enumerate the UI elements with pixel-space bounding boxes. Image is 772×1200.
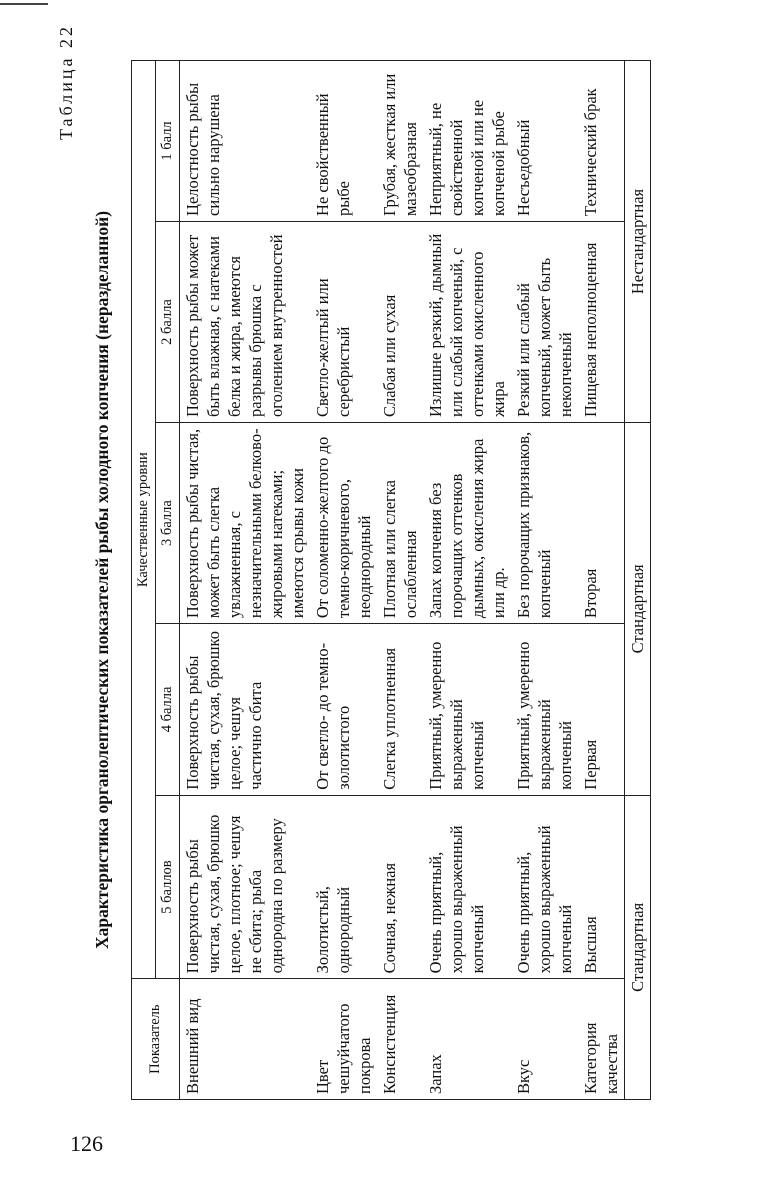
organoleptic-table bbox=[131, 60, 651, 1100]
table-cell: Резкий или слабый копченый, может быть некопченый bbox=[511, 221, 578, 422]
header-row-1 bbox=[132, 61, 156, 1100]
table-cell: Слегка уплотненная bbox=[377, 624, 423, 796]
row-name: Категория качества bbox=[578, 979, 625, 1100]
row-name: Консистенция bbox=[377, 979, 423, 1100]
row-name: Запах bbox=[423, 979, 511, 1100]
table-cell: Слабая или сухая bbox=[377, 221, 423, 422]
table-cell: Несъедобный bbox=[511, 61, 578, 222]
table-cell: Запах копчения без порочащих оттенков дымных, окисления жира или др. bbox=[423, 423, 511, 624]
table-cell: Вторая bbox=[578, 423, 625, 624]
table-label: Таблица 22 bbox=[56, 24, 76, 140]
header-level-1: 1 балл bbox=[156, 61, 180, 222]
row-name: Внешний вид bbox=[180, 979, 311, 1100]
table-row bbox=[423, 61, 511, 1100]
table-row bbox=[511, 61, 578, 1100]
table-cell: Очень приятный, хорошо выраженный копченый bbox=[423, 795, 511, 979]
table-cell: Не свойственный рыбе bbox=[310, 61, 377, 222]
table-row bbox=[377, 61, 423, 1100]
table-cell: Приятный, умеренно выраженный копченый bbox=[511, 624, 578, 796]
header-levels-title: Качественные уровни bbox=[132, 61, 156, 979]
header-indicator: Показатель bbox=[132, 979, 180, 1100]
table-cell: Приятный, умеренно выраженный копченый bbox=[423, 624, 511, 796]
footer-standard-merged: Стандартная bbox=[625, 423, 651, 796]
table-cell: Высшая bbox=[578, 795, 625, 979]
footer-row bbox=[625, 61, 651, 1100]
table-row bbox=[180, 61, 311, 1100]
table-cell: Пищевая неполноценная bbox=[578, 221, 625, 422]
table-cell: Поверхность рыбы чистая, сухая, брюшко целое, плотное; чешуя не сбита; рыба однородна по размеру bbox=[180, 795, 311, 979]
table-cell: Сочная, нежная bbox=[377, 795, 423, 979]
table-cell: Технический брак bbox=[578, 61, 625, 222]
table-cell: Плотная или слегка ослабленная bbox=[377, 423, 423, 624]
table-cell: Золотистый, однородный bbox=[310, 795, 377, 979]
table-cell: Очень приятный, хорошо выраженный копченый bbox=[511, 795, 578, 979]
footer-nonstandard: Нестандартная bbox=[625, 61, 651, 423]
page-number: 126 bbox=[70, 1131, 103, 1156]
table-cell: Светло-желтый или серебристый bbox=[310, 221, 377, 422]
header-level-3: 3 балла bbox=[156, 423, 180, 624]
table-cell: От светло- до темно-золотистого bbox=[310, 624, 377, 796]
table-row bbox=[578, 61, 625, 1100]
header-level-4: 4 балла bbox=[156, 624, 180, 796]
table-cell: Поверхность рыбы чистая, сухая, брюшко целое; чешуя частично сбита bbox=[180, 624, 311, 796]
footer-standard-first: Стандартная bbox=[625, 795, 651, 1099]
table-row bbox=[310, 61, 377, 1100]
table-cell: Поверхность рыбы может быть влажная, с натеками белка и жира, имеются разрывы брюшка с оголением внутренностей bbox=[180, 221, 311, 422]
row-name: Вкус bbox=[511, 979, 578, 1100]
table-cell: От соломенно-желтого до темно-коричневого, неоднородный bbox=[310, 423, 377, 624]
table-cell: Первая bbox=[578, 624, 625, 796]
table-cell: Грубая, жесткая или мазеобразная bbox=[377, 61, 423, 222]
table-cell: Излишне резкий, дымный или слабый копченый, с оттенками окисленного жира bbox=[423, 221, 511, 422]
table-cell: Поверхность рыбы чистая, может быть слегка увлажненная, с незначительными белково-жировыми натеками; имеются срывы кожи bbox=[180, 423, 311, 624]
header-level-2: 2 балла bbox=[156, 221, 180, 422]
table-title: Характеристика органолептических показателей рыбы холодного копчения (неразделанной) bbox=[92, 210, 112, 950]
table-cell: Целостность рыбы сильно нарушена bbox=[180, 61, 311, 222]
row-name: Цвет чешуйчатого покрова bbox=[310, 979, 377, 1100]
table-cell: Без порочащих признаков, копченый bbox=[511, 423, 578, 624]
table-cell: Неприятный, не свойственной копченой или не копченой рыбе bbox=[423, 61, 511, 222]
header-level-5: 5 баллов bbox=[156, 795, 180, 979]
header-row-2 bbox=[156, 61, 180, 1100]
